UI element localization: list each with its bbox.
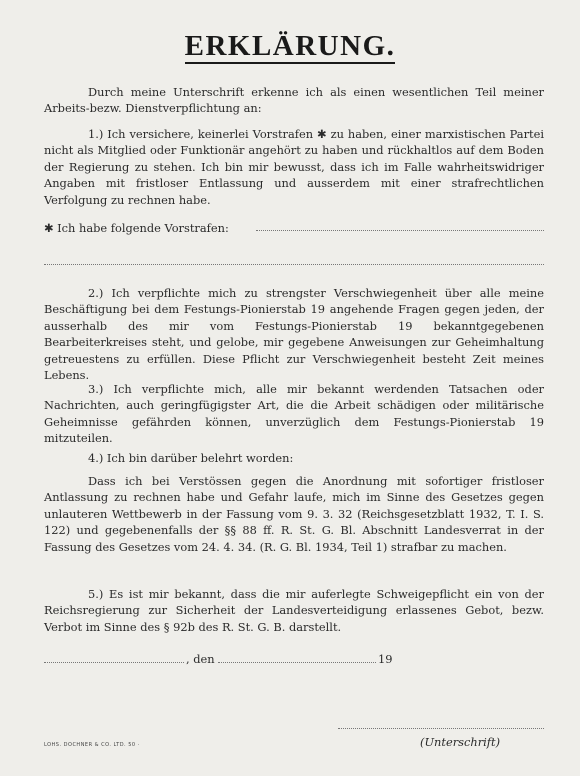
year-text: 19 bbox=[378, 652, 393, 666]
date-line[interactable] bbox=[218, 662, 376, 663]
document-title-wrap bbox=[0, 30, 580, 63]
paragraph-4-head bbox=[44, 450, 544, 466]
year-label bbox=[378, 651, 408, 667]
date-separator bbox=[186, 651, 226, 667]
paragraph-4-text: Dass ich bei Verstössen gegen die Anordnung mit sofortiger fristloser Antlassung zu rechnen habe und Gefahr laufe, mich im Sinne des Gesetzes gegen unlauteren Wettbewerb in der Fassung vom 9. 3. 32 (Reichsgesetzblatt 1932, T. I. S. 122) und gegebenenfalls der §§ 88 ff. R. St. G. Bl. Abschnitt Landesverrat in der Fassung des Gesetzes vom 24. 4. 34. (R. G. Bl. 1934, Teil 1) strafbar zu machen. bbox=[44, 474, 544, 554]
vorstrafen-line-2[interactable] bbox=[44, 264, 544, 265]
paragraph-4 bbox=[44, 473, 544, 555]
printer-imprint: LOHS. DOCHNER & CO. LTD. 50 · bbox=[44, 742, 140, 748]
paragraph-2 bbox=[44, 285, 544, 383]
paragraph-3-text: 3.) Ich verpflichte mich, alle mir bekannt werdenden Tatsachen oder Nachrichten, auch geringfügigster Art, die die Arbeit schädigen oder militärische Geheimnisse gefährden können, unverzüglich dem Festungs-Pionierstab 19 mitzuteilen. bbox=[44, 382, 544, 446]
paragraph-5-text: 5.) Es ist mir bekannt, dass die mir auferlegte Schweigepflicht ein von der Reichsregierung zur Sicherheit der Landesverteidigung erlassenes Gebot, bezw. Verbot im Sinne des § 92b des R. St. G. B. darstellt. bbox=[44, 587, 544, 634]
document-title: ERKLÄRUNG. bbox=[184, 30, 396, 62]
vorstrafen-line-1[interactable] bbox=[256, 230, 544, 231]
paragraph-5 bbox=[44, 586, 544, 635]
intro-text: Durch meine Unterschrift erkenne ich als einen wesentlichen Teil meiner Arbeits-bezw. Dienstverpflichtung an: bbox=[44, 85, 544, 116]
date-separator-text: , den bbox=[186, 652, 215, 666]
place-line[interactable] bbox=[44, 662, 184, 663]
vorstrafen-label: ✱ Ich habe folgende Vorstrafen: bbox=[44, 221, 229, 235]
paragraph-1 bbox=[44, 126, 544, 208]
paragraph-1-text: 1.) Ich versichere, keinerlei Vorstrafen ✱ zu haben, einer marxistischen Partei nicht als Mitglied oder Funktionär angehört zu haben und rückhaltlos auf dem Boden der Regierung zu stehen. Ich bin mir bewusst, dass ich im Falle wahrheitswidriger Angaben mit fristloser Entlassung und ausserdem mit einer strafrechtlichen Verfolgung zu rechnen habe. bbox=[44, 127, 544, 207]
signature-line[interactable] bbox=[338, 728, 544, 729]
vorstrafen-row bbox=[44, 220, 544, 236]
intro-block bbox=[44, 84, 544, 117]
paragraph-4-heading: 4.) Ich bin darüber belehrt worden: bbox=[88, 451, 294, 465]
signature-label: (Unterschrift) bbox=[420, 735, 501, 749]
paragraph-3 bbox=[44, 381, 544, 447]
paragraph-2-text: 2.) Ich verpflichte mich zu strengster Verschwiegenheit über alle meine Beschäftigung bei dem Festungs-Pionierstab 19 angehende Fragen gegen jeden, der ausserhalb des mir vom Festungs-Pionierstab 19 bekanntgegebenen Bearbeiterkreises steht, und gelobe, mir gegebene Anweisungen zur Geheimhaltung getreuestens zu erfüllen. Diese Pflicht zur Verschwiegenheit besteht Zeit meines Lebens. bbox=[44, 286, 544, 383]
